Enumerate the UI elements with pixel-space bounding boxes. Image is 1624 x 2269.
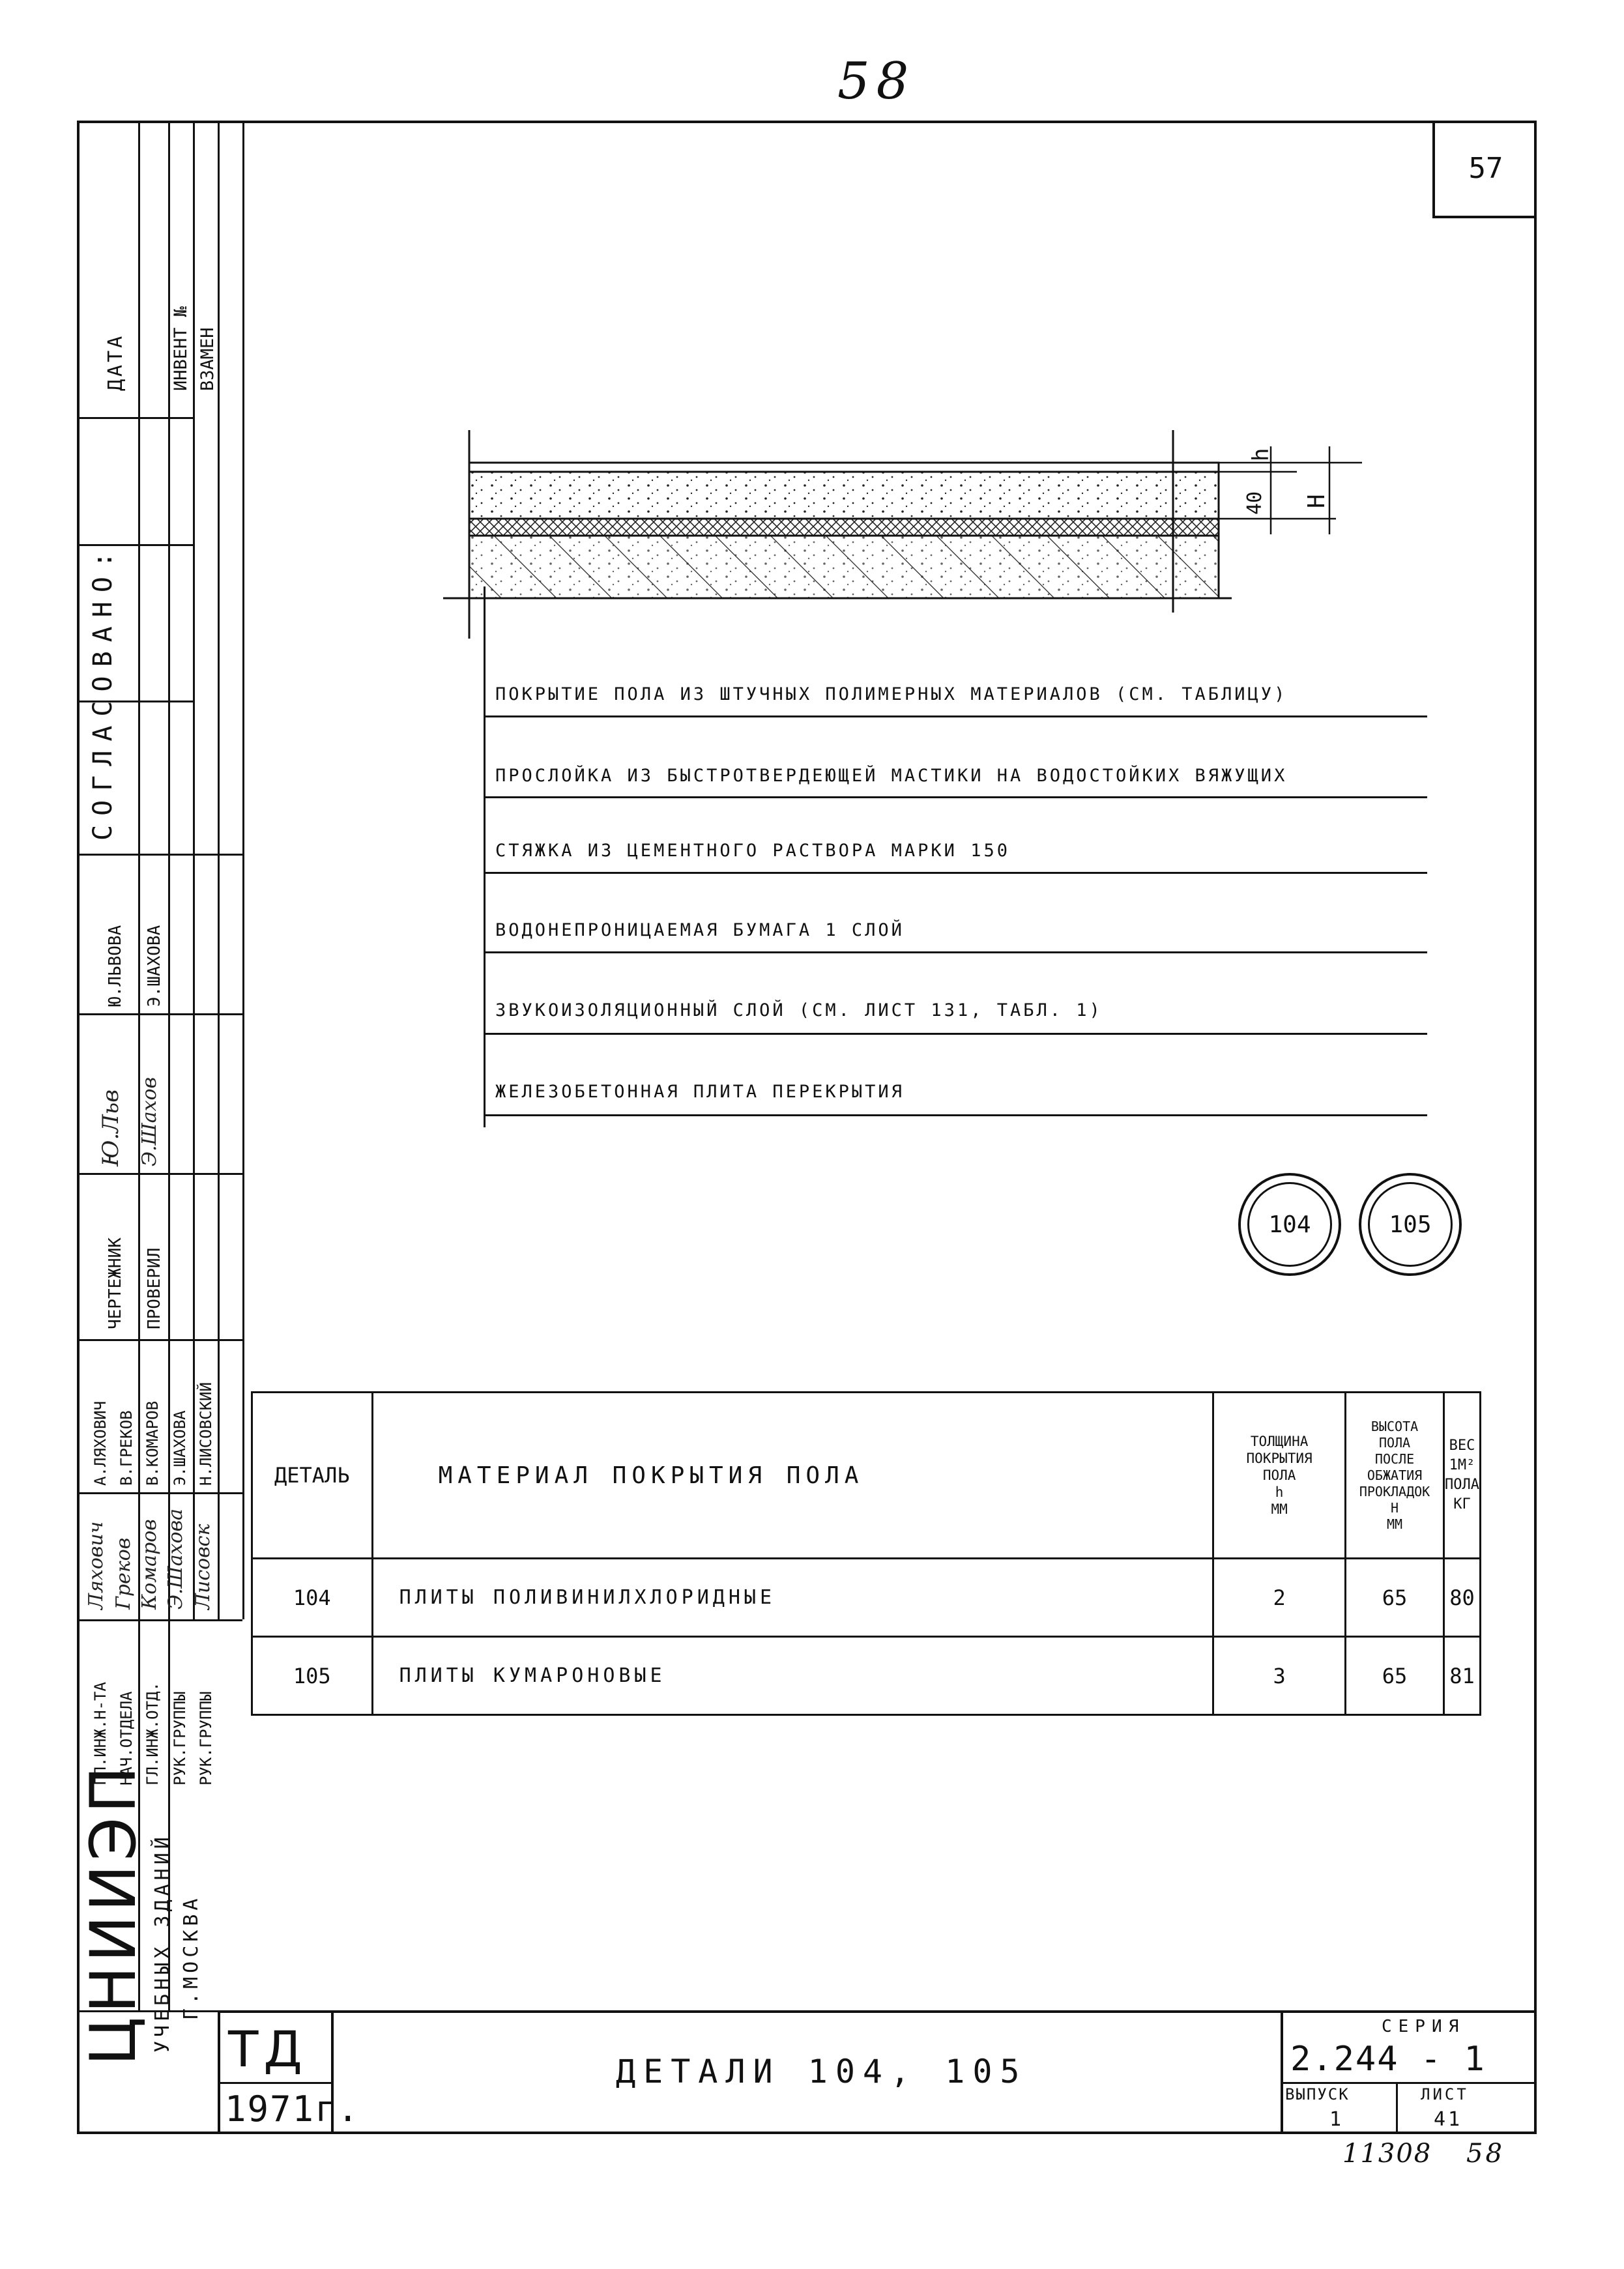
footer-number: 11308 xyxy=(1342,2139,1432,2169)
role-dept-head: НАЧ.ОТДЕЛА xyxy=(117,1691,136,1785)
strip-sep-5 xyxy=(77,1013,242,1015)
signature-checker: Э.Шахов xyxy=(138,1077,161,1166)
sheet-corner-box xyxy=(1432,121,1537,218)
name-drafter: Ю.ЛЬВОВА xyxy=(106,925,125,1007)
signature-drafter: Ю.Льв xyxy=(98,1089,124,1166)
footer-page: 58 xyxy=(1466,2139,1505,2169)
stamp-td: ТД xyxy=(228,2020,308,2078)
layer-label-6: ЖЕЛЕЗОБЕТОННАЯ ПЛИТА ПЕРЕКРЫТИЯ xyxy=(495,1082,905,1102)
role-dept-engineer: ГЛ.ИНЖ.ОТД. xyxy=(143,1682,162,1785)
stamp-title: ДЕТАЛИ 104, 105 xyxy=(616,2053,1028,2090)
role-drafter: ЧЕРТЕЖНИК xyxy=(106,1237,125,1329)
name-dept-engineer: В.КОМАРОВ xyxy=(143,1400,162,1486)
stamp-issue: 1 xyxy=(1329,2108,1344,2131)
approval-replaced-label: ВЗАМЕН xyxy=(197,327,218,391)
strip-line-5 xyxy=(242,121,244,1619)
stamp-sheet-label: ЛИСТ xyxy=(1421,2085,1469,2103)
name-group-lead-2: Н.ЛИСОВСКИЙ xyxy=(197,1382,215,1486)
layer-label-3: СТЯЖКА ИЗ ЦЕМЕНТНОГО РАСТВОРА МАРКИ 150 xyxy=(495,841,1010,861)
role-chief-engineer: ГЛ.ИНЖ.Н-ТА xyxy=(91,1682,109,1785)
strip-sep-8 xyxy=(77,1492,242,1494)
title-block-v4 xyxy=(1396,2082,1398,2134)
stamp-series-label: СЕРИЯ xyxy=(1382,2017,1466,2036)
layer-label-1: ПОКРЫТИЕ ПОЛА ИЗ ШТУЧНЫХ ПОЛИМЕРНЫХ МАТЕРИАЛОВ (СМ. ТАБЛИЦУ) xyxy=(495,684,1288,704)
strip-sep-9 xyxy=(77,1619,242,1621)
strip-line-4 xyxy=(218,121,220,1619)
signature-3: Комаров xyxy=(138,1519,161,1610)
title-block-h1 xyxy=(218,2082,334,2084)
th-material: МАТЕРИАЛ ПОКРЫТИЯ ПОЛА xyxy=(372,1393,1213,1559)
role-group-lead-1: РУК.ГРУППЫ xyxy=(171,1691,189,1785)
name-group-lead-1: Э.ШАХОВА xyxy=(171,1410,189,1486)
th-weight: ВЕС 1М² ПОЛА КГ xyxy=(1444,1393,1481,1559)
detail-marker-104: 104 xyxy=(1238,1173,1341,1276)
strip-sep-1 xyxy=(77,417,193,419)
org-sub-2: Г.МОСКВА xyxy=(180,1894,203,2020)
stamp-issue-label: ВЫПУСК xyxy=(1285,2085,1350,2103)
signature-1: Ляхович xyxy=(85,1521,108,1610)
stamp-series: 2.244 - 1 xyxy=(1290,2040,1486,2079)
title-block-v1 xyxy=(218,2010,220,2134)
signature-4: Э.Шахова xyxy=(164,1509,187,1610)
layer-insulation xyxy=(469,519,1219,536)
strip-line-1 xyxy=(138,121,140,2010)
signature-5: Лисовск xyxy=(192,1524,214,1610)
spec-table xyxy=(251,1391,1481,1716)
layer-label-4: ВОДОНЕПРОНИЦАЕМАЯ БУМАГА 1 СЛОЙ xyxy=(495,920,905,940)
org-main: ЦНИИЭП xyxy=(77,1762,150,2066)
approval-date-label: ДАТА xyxy=(104,333,127,391)
table-row: 104 ПЛИТЫ ПОЛИВИНИЛХЛОРИДНЫЕ 2 65 80 xyxy=(252,1559,1481,1637)
approval-inv-label: ИНВЕНТ № xyxy=(171,306,191,391)
strip-sep-6 xyxy=(77,1173,242,1175)
strip-line-2 xyxy=(168,121,170,2010)
layer-label-5: ЗВУКОИЗОЛЯЦИОННЫЙ СЛОЙ (СМ. ЛИСТ 131, ТАБЛ. 1) xyxy=(495,1000,1103,1020)
sheet-corner-number: 57 xyxy=(1468,151,1503,185)
dim-thickness-label: h xyxy=(1248,448,1274,461)
strip-line-3 xyxy=(193,121,195,1619)
title-block-top xyxy=(218,2010,1537,2013)
th-thickness: ТОЛЩИНА ПОКРЫТИЯ ПОЛА h ММ xyxy=(1213,1393,1346,1559)
name-chief-engineer: А.ЛЯХОВИЧ xyxy=(91,1400,109,1486)
th-height: ВЫСОТА ПОЛА ПОСЛЕ ОБЖАТИЯ ПРОКЛАДОК Н ММ xyxy=(1346,1393,1444,1559)
stamp-year: 1971г. xyxy=(225,2088,360,2130)
strip-sep-7 xyxy=(77,1339,242,1341)
layer-leader xyxy=(484,586,486,1127)
signature-2: Греков xyxy=(112,1537,135,1610)
dim-40-label: 40 xyxy=(1243,491,1266,515)
strip-sep-4 xyxy=(77,854,242,856)
detail-marker-105: 105 xyxy=(1359,1173,1462,1276)
approval-header: СОГЛАСОВАНО: xyxy=(88,543,118,841)
page-number-top: 58 xyxy=(837,52,916,111)
stamp-sheet: 41 xyxy=(1434,2108,1463,2131)
layer-label-2: ПРОСЛОЙКА ИЗ БЫСТРОТВЕРДЕЮЩЕЙ МАСТИКИ НА ВОДОСТОЙКИХ ВЯЖУЩИХ xyxy=(495,766,1288,786)
layer-covering xyxy=(469,463,1219,472)
org-sub-1: УЧЕБНЫХ ЗДАНИЙ xyxy=(151,1833,174,2053)
floor-cross-section xyxy=(430,417,1369,652)
role-group-lead-2: РУК.ГРУППЫ xyxy=(197,1691,215,1785)
name-checker: Э.ШАХОВА xyxy=(145,925,164,1007)
layer-screed xyxy=(469,472,1219,519)
title-block-v3 xyxy=(1281,2010,1283,2134)
title-block-h2 xyxy=(1281,2082,1537,2084)
name-dept-head: В.ГРЕКОВ xyxy=(117,1410,136,1486)
th-detail: ДЕТАЛЬ xyxy=(252,1393,373,1559)
dim-total-label: Н xyxy=(1303,494,1330,508)
role-checker: ПРОВЕРИЛ xyxy=(145,1247,164,1329)
table-row: 105 ПЛИТЫ КУМАРОНОВЫЕ 3 65 81 xyxy=(252,1637,1481,1715)
